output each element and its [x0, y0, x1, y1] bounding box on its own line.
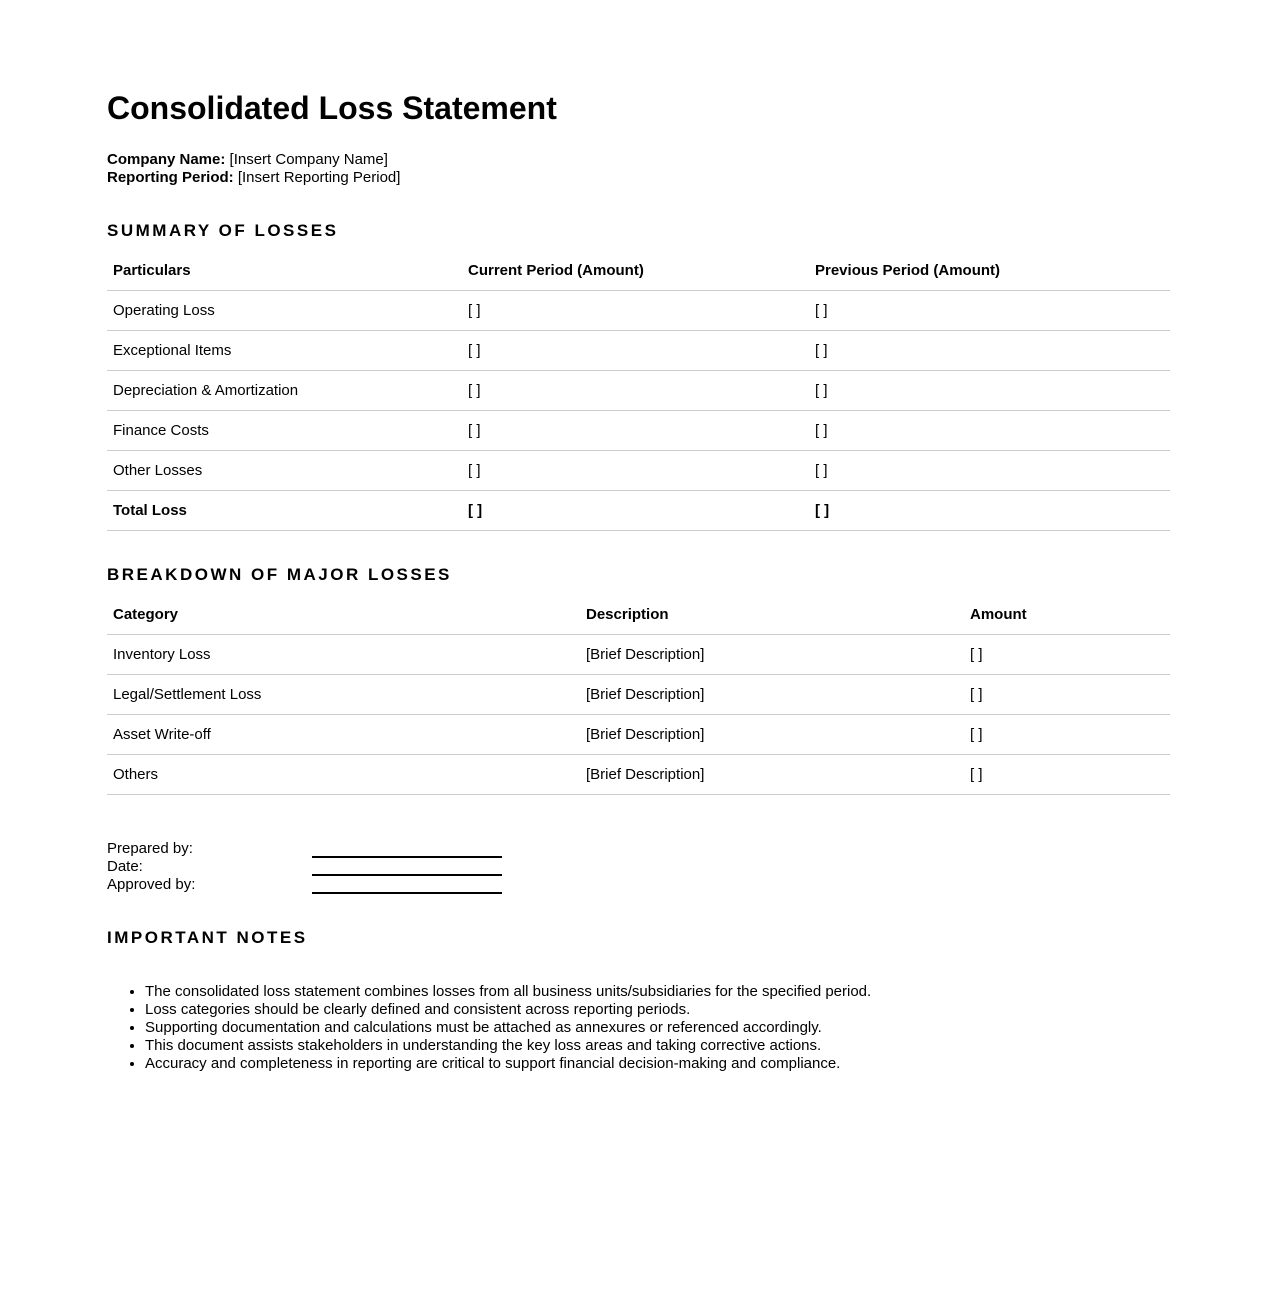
reporting-period-line: [107, 169, 1170, 187]
approved-by-label: Approved by:: [107, 876, 196, 893]
summary-particulars-cell: Operating Loss: [107, 291, 462, 331]
approved-by-row: [107, 876, 1170, 894]
breakdown-amount-cell: [ ]: [964, 715, 1170, 755]
company-name-line: [107, 151, 1170, 169]
breakdown-col-header-description: Description: [580, 595, 964, 635]
table-row: [107, 755, 1170, 795]
date-signature-line: [312, 859, 502, 876]
breakdown-col-header-amount: Amount: [964, 595, 1170, 635]
reporting-period-label: Reporting Period:: [107, 169, 234, 186]
table-row: [107, 371, 1170, 411]
breakdown-category-cell: Legal/Settlement Loss: [107, 675, 580, 715]
summary-previous-cell: [ ]: [809, 331, 1170, 371]
breakdown-description-cell: [Brief Description]: [580, 635, 964, 675]
summary-current-cell: [ ]: [462, 451, 809, 491]
reporting-period-value: [Insert Reporting Period]: [237, 169, 401, 186]
summary-particulars-cell: Depreciation & Amortization: [107, 371, 462, 411]
table-row: [107, 411, 1170, 451]
breakdown-table: [107, 595, 1170, 795]
prepared-by-row: [107, 840, 1170, 858]
date-row: [107, 858, 1170, 876]
summary-previous-cell: [ ]: [809, 451, 1170, 491]
summary-col-header-current: Current Period (Amount): [462, 251, 809, 291]
summary-table: [107, 251, 1170, 531]
breakdown-amount-cell: [ ]: [964, 675, 1170, 715]
summary-header-row: [107, 251, 1170, 291]
breakdown-category-cell: Asset Write-off: [107, 715, 580, 755]
list-item: • Supporting documentation and calculations must be attached as annexures or referenced accordingly.: [145, 1019, 1170, 1037]
breakdown-amount-cell: [ ]: [964, 755, 1170, 795]
summary-current-cell: [ ]: [462, 331, 809, 371]
summary-previous-cell: [ ]: [809, 291, 1170, 331]
summary-previous-cell: [ ]: [809, 371, 1170, 411]
notes-section-heading: IMPORTANT NOTES: [107, 928, 308, 947]
company-name-value: [Insert Company Name]: [229, 151, 388, 168]
company-name-label: Company Name:: [107, 151, 226, 168]
breakdown-description-cell: [Brief Description]: [580, 755, 964, 795]
breakdown-description-cell: [Brief Description]: [580, 675, 964, 715]
list-item: • This document assists stakeholders in understanding the key loss areas and taking corrective actions.: [145, 1037, 1170, 1055]
breakdown-category-cell: Inventory Loss: [107, 635, 580, 675]
summary-current-cell: [ ]: [462, 491, 809, 531]
breakdown-amount-cell: [ ]: [964, 635, 1170, 675]
signature-block: [107, 840, 1170, 894]
summary-previous-cell: [ ]: [809, 411, 1170, 451]
summary-particulars-cell: Finance Costs: [107, 411, 462, 451]
breakdown-header-row: [107, 595, 1170, 635]
summary-particulars-cell: Exceptional Items: [107, 331, 462, 371]
prepared-by-label: Prepared by:: [107, 840, 193, 857]
list-item: • Accuracy and completeness in reporting are critical to support financial decision-making and compliance.: [145, 1055, 1170, 1073]
breakdown-col-header-category: Category: [107, 595, 580, 635]
summary-particulars-cell: Total Loss: [107, 491, 462, 531]
table-row: [107, 675, 1170, 715]
table-row: [107, 331, 1170, 371]
approved-by-signature-line: [312, 877, 502, 894]
breakdown-description-cell: [Brief Description]: [580, 715, 964, 755]
breakdown-section-heading: BREAKDOWN OF MAJOR LOSSES: [107, 565, 452, 584]
summary-particulars-cell: Other Losses: [107, 451, 462, 491]
summary-previous-cell: [ ]: [809, 491, 1170, 531]
prepared-by-signature-line: [312, 841, 502, 858]
summary-current-cell: [ ]: [462, 291, 809, 331]
summary-col-header-previous: Previous Period (Amount): [809, 251, 1170, 291]
date-label: Date:: [107, 858, 143, 875]
page-title: Consolidated Loss Statement: [107, 90, 557, 126]
table-row: [107, 451, 1170, 491]
table-row: [107, 715, 1170, 755]
breakdown-category-cell: Others: [107, 755, 580, 795]
summary-current-cell: [ ]: [462, 371, 809, 411]
table-row: [107, 635, 1170, 675]
list-item: • The consolidated loss statement combines losses from all business units/subsidiaries for the specified period.: [145, 983, 1170, 1001]
notes-list: [107, 983, 1170, 1073]
summary-section-heading: SUMMARY OF LOSSES: [107, 221, 339, 240]
summary-col-header-particulars: Particulars: [107, 251, 462, 291]
summary-current-cell: [ ]: [462, 411, 809, 451]
table-row: [107, 291, 1170, 331]
total-loss-row: [107, 491, 1170, 531]
list-item: • Loss categories should be clearly defined and consistent across reporting periods.: [145, 1001, 1170, 1019]
